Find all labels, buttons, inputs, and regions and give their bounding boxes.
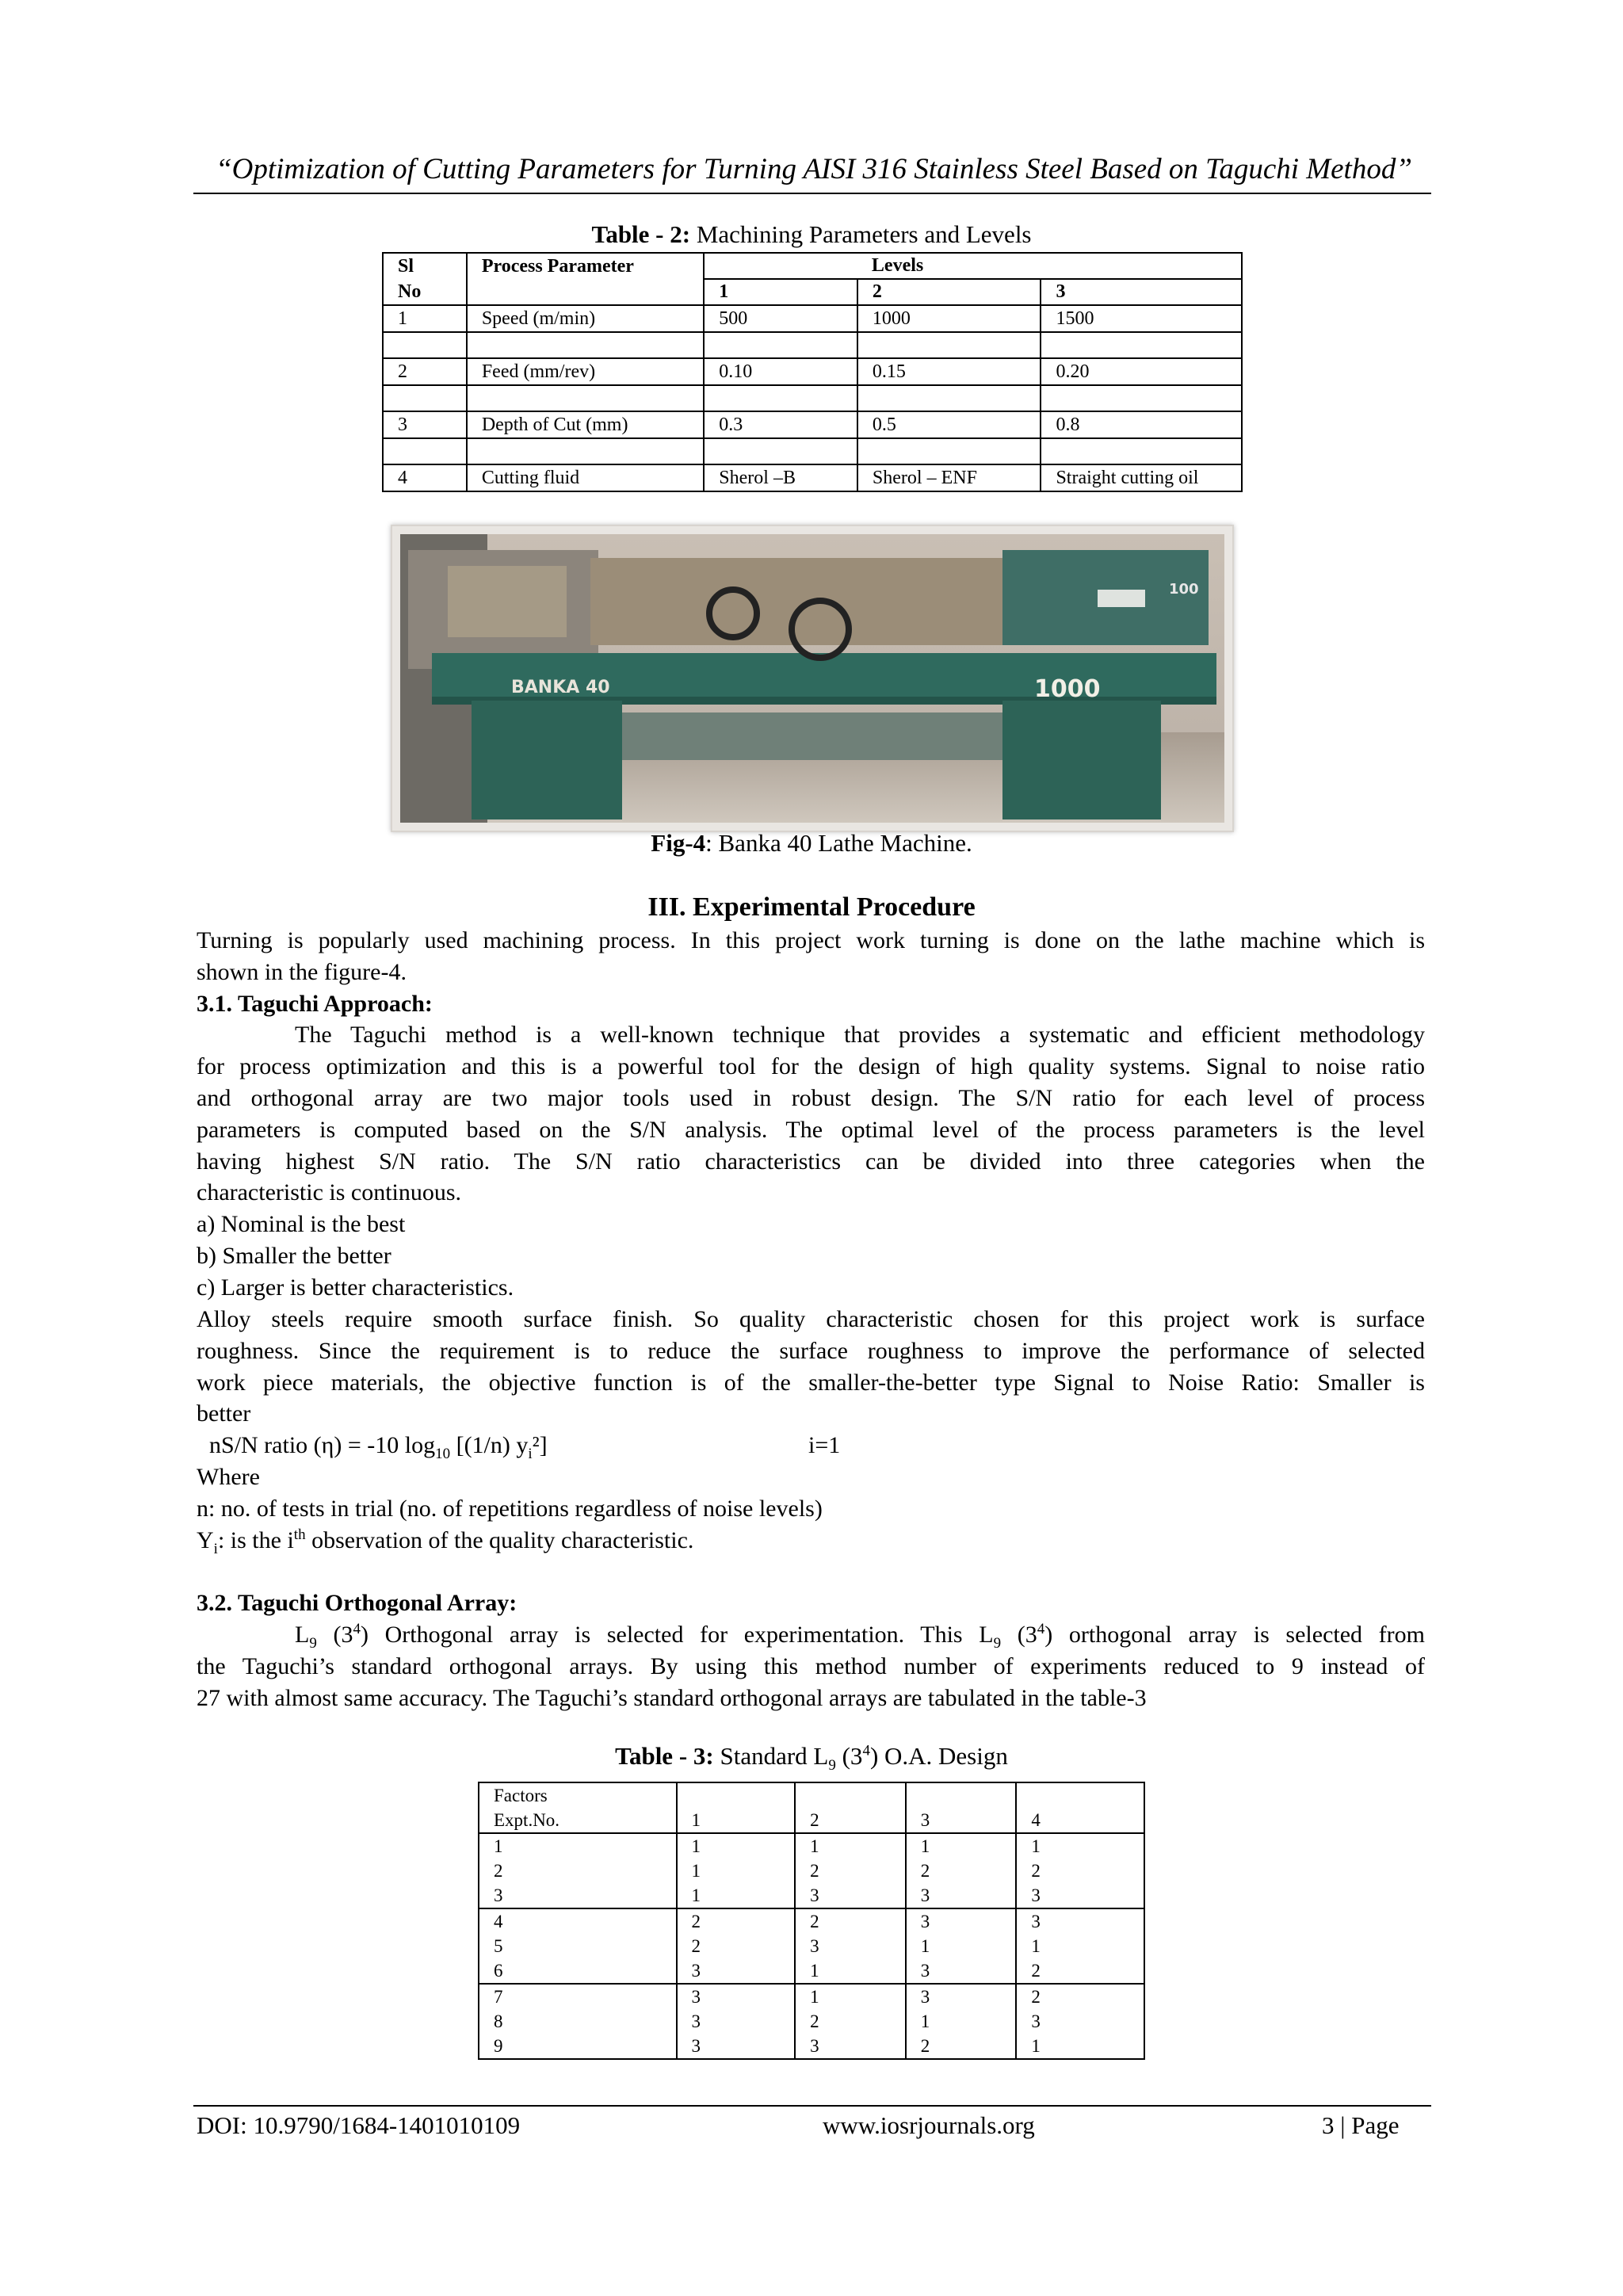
- table-header-row: [479, 1782, 1144, 1833]
- table-row: [479, 1984, 1144, 2059]
- table-cell: 3 3 3: [677, 1984, 796, 2059]
- footer-rule: [193, 2105, 1431, 2107]
- paragraph-line: characteristic is continuous.: [197, 1179, 462, 1205]
- definition-part: : is the i: [217, 1527, 294, 1553]
- running-head: “Optimization of Cutting Parameters for Turning AISI 316 Stainless Steel Based on Taguchi Method”: [216, 153, 1412, 185]
- list-item: c) Larger is better characteristics.: [197, 1274, 514, 1301]
- table-cell: 2 3 1: [1016, 1984, 1144, 2059]
- table-cell: Feed (mm/rev): [467, 358, 704, 385]
- table-cell: 3: [383, 411, 467, 438]
- definition-superscript: th: [293, 1526, 306, 1543]
- paragraph-line: The Taguchi method is a well-known technique that provides a systematic and efficient methodology: [295, 1022, 1425, 1048]
- t3-header-factors: [479, 1782, 677, 1833]
- table-cell: 0.20: [1041, 358, 1242, 385]
- paragraph-line: better: [197, 1400, 251, 1427]
- table-cell: 1500: [1041, 305, 1242, 332]
- table-row: [479, 1833, 1144, 1908]
- machining-parameters-table: [382, 252, 1243, 492]
- table-cell: 0.15: [857, 358, 1041, 385]
- paragraph-line: the Taguchi’s standard orthogonal arrays. By using this method number of experiments reduced to 9 instead of: [197, 1653, 1425, 1679]
- paragraph-line: work piece materials, the objective function is of the smaller-the-better type Signal to Noise Ratio: Smaller is: [197, 1370, 1425, 1396]
- paragraph-line: parameters is computed based on the S/N analysis. The optimal level of the process parameters is the level: [197, 1117, 1425, 1143]
- header-factors: Factors: [494, 1786, 548, 1805]
- table-cell: 2: [383, 358, 467, 385]
- table2-caption-label: Table - 2:: [591, 220, 691, 248]
- caption-part: ) O.A. Design: [869, 1742, 1008, 1770]
- formula-part: nS/N ratio (η) = -10 log: [209, 1432, 436, 1458]
- subsection-title: 3.1. Taguchi Approach:: [197, 991, 433, 1017]
- table-cell: Speed (m/min): [467, 305, 704, 332]
- text-subscript: 9: [993, 1635, 1002, 1652]
- table-row: [383, 332, 1242, 358]
- definition-subscript: i: [213, 1541, 218, 1557]
- photo-label-left: BANKA 40: [511, 678, 610, 697]
- definition-part: Y: [197, 1527, 214, 1553]
- definition-y: [197, 1526, 1425, 1556]
- table-cell: Sherol –B: [704, 464, 857, 491]
- table-cell: 0.10: [704, 358, 857, 385]
- table-cell: 500: [704, 305, 857, 332]
- footer-site: www.iosrjournals.org: [823, 2111, 1035, 2139]
- caption-part: Standard L: [713, 1742, 829, 1770]
- table-cell: Straight cutting oil: [1041, 464, 1242, 491]
- table-row: [383, 411, 1242, 438]
- paragraph-line: having highest S/N ratio. The S/N ratio characteristics can be divided into three categories when the: [197, 1148, 1425, 1175]
- footer-page: 3 | Page: [1322, 2111, 1400, 2139]
- where-label: Where: [197, 1464, 260, 1490]
- factor-col-label: 1: [691, 1810, 701, 1830]
- t2-header-levels: Levels: [857, 253, 1041, 279]
- table-cell: 4: [383, 464, 467, 491]
- table-row: [479, 1908, 1144, 1984]
- text-superscript: 4: [1037, 1621, 1045, 1637]
- definition-n: n: no. of tests in trial (no. of repetitions regardless of noise levels): [197, 1496, 823, 1522]
- table-cell: 0.5: [857, 411, 1041, 438]
- definition-part: observation of the quality characteristic.: [305, 1527, 694, 1553]
- table-cell: 7 8 9: [479, 1984, 677, 2059]
- table-cell: Depth of Cut (mm): [467, 411, 704, 438]
- header-expt: Expt.No.: [494, 1810, 560, 1830]
- intro-line: shown in the figure-4.: [197, 959, 407, 985]
- footer-doi: DOI: 10.9790/1684-1401010109: [197, 2111, 521, 2139]
- paragraph-line: 27 with almost same accuracy. The Taguchi’s standard orthogonal arrays are tabulated in the table-3: [197, 1685, 1147, 1711]
- factor-col-label: 3: [920, 1810, 930, 1830]
- paragraph-line: [295, 1620, 1425, 1650]
- caption-part: (3: [835, 1742, 863, 1770]
- table-cell: Cutting fluid: [467, 464, 704, 491]
- table-cell: 1 2 3: [795, 1984, 906, 2059]
- factor-col-label: 2: [810, 1810, 819, 1830]
- text-part: L: [295, 1622, 310, 1648]
- t2-header-no: No: [383, 279, 467, 305]
- text-part: (3: [1001, 1622, 1037, 1648]
- paragraph-line: and orthogonal array are two major tools used in robust design. The S/N ratio for each level of process: [197, 1085, 1425, 1111]
- table3-caption-label: Table - 3:: [615, 1742, 714, 1770]
- formula-part: y: [516, 1432, 529, 1458]
- photo-label-top: 100: [1169, 581, 1199, 598]
- table-cell: 1 2 3: [906, 1833, 1017, 1908]
- table-cell: 2 2 3: [677, 1908, 796, 1984]
- table-cell: 3 1 2: [906, 1984, 1017, 2059]
- table-cell: 1: [383, 305, 467, 332]
- formula-part: [(1/n): [450, 1432, 517, 1458]
- caption-superscript: 4: [862, 1742, 870, 1759]
- text-part: ) Orthogonal array is selected for experimentation. This L: [360, 1622, 994, 1648]
- table-cell: 2 3 1: [795, 1908, 906, 1984]
- formula-subscript: i: [528, 1446, 533, 1462]
- t2-level-1: 1: [704, 279, 857, 305]
- text-subscript: 9: [309, 1635, 317, 1652]
- text-part: (3: [316, 1622, 353, 1648]
- table-row: [383, 358, 1242, 385]
- t2-level-3: 3: [1041, 279, 1242, 305]
- table-row: [383, 464, 1242, 491]
- table-cell: 0.3: [704, 411, 857, 438]
- t2-header-sl: Sl: [383, 253, 467, 279]
- formula-index: i=1: [808, 1432, 841, 1458]
- lathe-machine-photo: [400, 534, 1224, 823]
- table-cell: 1 2 3: [479, 1833, 677, 1908]
- table-row: [383, 385, 1242, 411]
- table-cell: 1000: [857, 305, 1041, 332]
- table-cell: 1 2 3: [1016, 1833, 1144, 1908]
- paragraph-line: Alloy steels require smooth surface finish. So quality characteristic chosen for this project work is surface: [197, 1306, 1425, 1332]
- paragraph-line: roughness. Since the requirement is to reduce the surface roughness to improve the performance of selected: [197, 1338, 1425, 1364]
- figure-caption: [0, 829, 1623, 858]
- header-rule: [193, 193, 1431, 194]
- intro-line: Turning is popularly used machining process. In this project work turning is done on the lathe machine which is: [197, 927, 1425, 953]
- formula-part: ²]: [532, 1432, 548, 1458]
- table-cell: 1 1 1: [677, 1833, 796, 1908]
- paragraph-line: for process optimization and this is a powerful tool for the design of high quality systems. Signal to noise ratio: [197, 1053, 1425, 1079]
- table-cell: Sherol – ENF: [857, 464, 1041, 491]
- list-item: b) Smaller the better: [197, 1243, 391, 1269]
- t2-level-2: 2: [857, 279, 1041, 305]
- table-row: [383, 305, 1242, 332]
- factor-col-label: 4: [1031, 1810, 1041, 1830]
- subsection-title: 3.2. Taguchi Orthogonal Array:: [197, 1590, 517, 1616]
- table-cell: 0.8: [1041, 411, 1242, 438]
- photo-label-right: 1000: [1034, 675, 1101, 703]
- text-part: ) orthogonal array is selected from: [1044, 1622, 1425, 1648]
- caption-subscript: 9: [828, 1757, 836, 1775]
- lathe-figure: [391, 525, 1234, 832]
- table-cell: 3 1 3: [906, 1908, 1017, 1984]
- text-superscript: 4: [353, 1621, 361, 1637]
- table-cell: 4 5 6: [479, 1908, 677, 1984]
- t2-header-parameter: Process Parameter: [467, 253, 704, 279]
- table2-caption-text: Machining Parameters and Levels: [690, 220, 1032, 248]
- table3-caption: [0, 1742, 1623, 1775]
- table-cell: 3 1 2: [1016, 1908, 1144, 1984]
- table2-caption: [0, 220, 1623, 249]
- section-title: III. Experimental Procedure: [647, 892, 976, 922]
- table-row: [383, 438, 1242, 464]
- orthogonal-array-table: [478, 1782, 1145, 2060]
- list-item: a) Nominal is the best: [197, 1211, 406, 1237]
- figure-caption-label: Fig-4: [651, 829, 706, 857]
- formula-subscript: 10: [435, 1446, 451, 1462]
- figure-caption-text: : Banka 40 Lathe Machine.: [705, 829, 972, 857]
- table-cell: 1 2 3: [795, 1833, 906, 1908]
